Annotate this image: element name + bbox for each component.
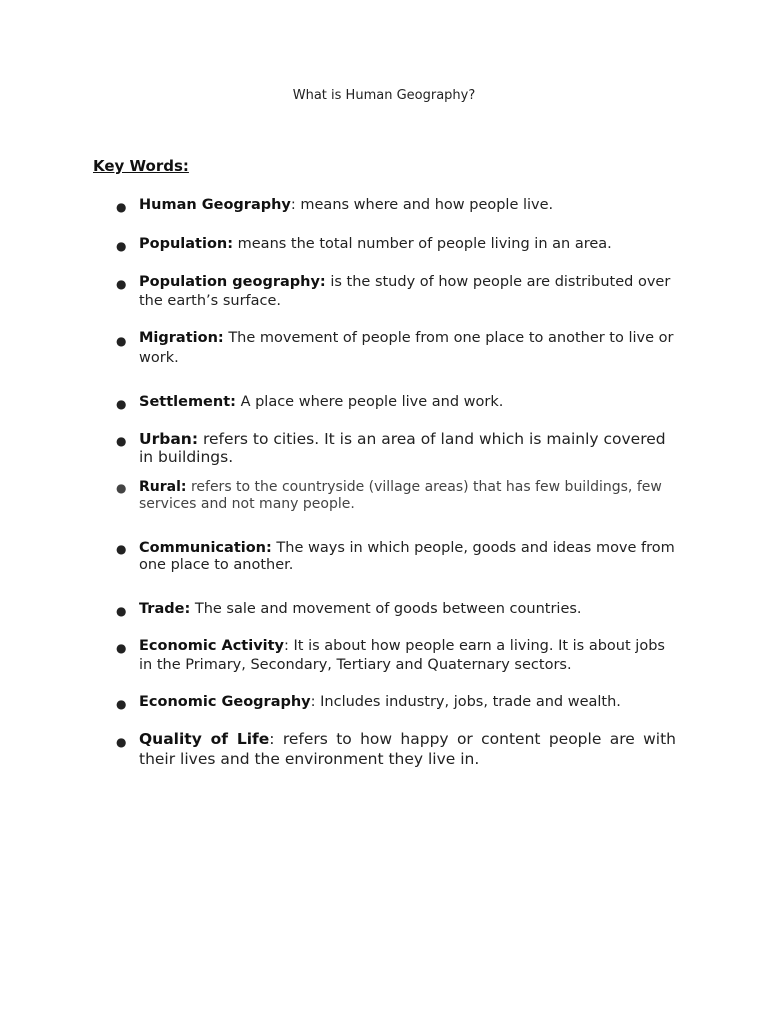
- key-words-heading: Key Words:: [93, 157, 189, 175]
- term-settlement: [116, 393, 676, 411]
- term-economic-geography: ● Economic Geography: Includes industry, jobs, trade and wealth.: [116, 694, 621, 711]
- term-name: Urban:: [139, 430, 199, 448]
- term-definition: The movement of people from one place to another to live or work.: [139, 330, 674, 366]
- term-definition: The sale and movement of goods between countries.: [194, 601, 582, 617]
- term-communication: [116, 540, 676, 574]
- term-name: Rural:: [139, 479, 187, 495]
- term-name: Human Geography: [139, 197, 291, 213]
- term-urban: [116, 430, 676, 466]
- term-name: Economic Activity: [139, 638, 284, 654]
- bullet-icon: ●: [116, 334, 127, 348]
- bullet-icon: ●: [116, 604, 127, 618]
- term-population: [116, 235, 676, 253]
- term-definition: refers to the countryside (village areas) that has few buildings, few services and not many people.: [139, 479, 662, 512]
- bullet-icon: ●: [116, 434, 127, 448]
- term-definition: is the study of how people are distributed over the earth’s surface.: [139, 274, 671, 309]
- term-definition: Includes industry, jobs, trade and wealth.: [320, 694, 621, 710]
- term-definition: means where and how people live.: [300, 197, 554, 213]
- term-rural: [116, 479, 676, 513]
- term-quality-of-life: ● Quality of Life: refers to how happy or content people are with their lives and the environment they live in.: [116, 730, 676, 768]
- bullet-icon: ●: [116, 200, 127, 214]
- bullet-icon: ●: [116, 481, 127, 495]
- document-title: What is Human Geography?: [292, 88, 476, 103]
- term-definition: refers to cities. It is an area of land which is mainly covered in buildings.: [139, 430, 666, 466]
- bullet-icon: ●: [116, 239, 127, 253]
- bullet-icon: ●: [116, 697, 127, 711]
- term-definition: The ways in which people, goods and ideas move from one place to another.: [139, 540, 675, 573]
- term-name: Quality of Life: [139, 730, 270, 748]
- term-migration: [116, 328, 676, 368]
- term-population-geography: [116, 273, 676, 311]
- term-human-geography: ● Human Geography: means where and how people live.: [116, 197, 554, 214]
- term-name: Population:: [139, 236, 234, 252]
- term-definition: A place where people live and work.: [240, 394, 504, 410]
- term-trade: [116, 600, 676, 618]
- term-name: Communication:: [139, 540, 272, 556]
- term-definition: means the total number of people living in an area.: [237, 236, 612, 252]
- term-name: Population geography:: [139, 274, 326, 290]
- term-definition: It is about how people earn a living. It is about jobs in the Primary, Secondary, Tertiary and Quaternary sectors.: [139, 638, 665, 673]
- term-name: Migration:: [139, 330, 224, 346]
- term-definition: refers to how happy or content people are with their lives and the environment they live in.: [139, 730, 676, 768]
- bullet-icon: ●: [116, 735, 127, 749]
- bullet-icon: ●: [116, 641, 127, 655]
- bullet-icon: ●: [116, 397, 127, 411]
- term-name: Economic Geography: [139, 694, 311, 710]
- term-name: Trade:: [139, 601, 191, 617]
- term-economic-activity: ● Economic Activity: It is about how people earn a living. It is about jobs in the Primary, Secondary, Tertiary and Quaternary sectors.: [116, 638, 665, 673]
- term-name: Settlement:: [139, 394, 236, 410]
- bullet-icon: ●: [116, 542, 127, 556]
- bullet-icon: ●: [116, 277, 127, 291]
